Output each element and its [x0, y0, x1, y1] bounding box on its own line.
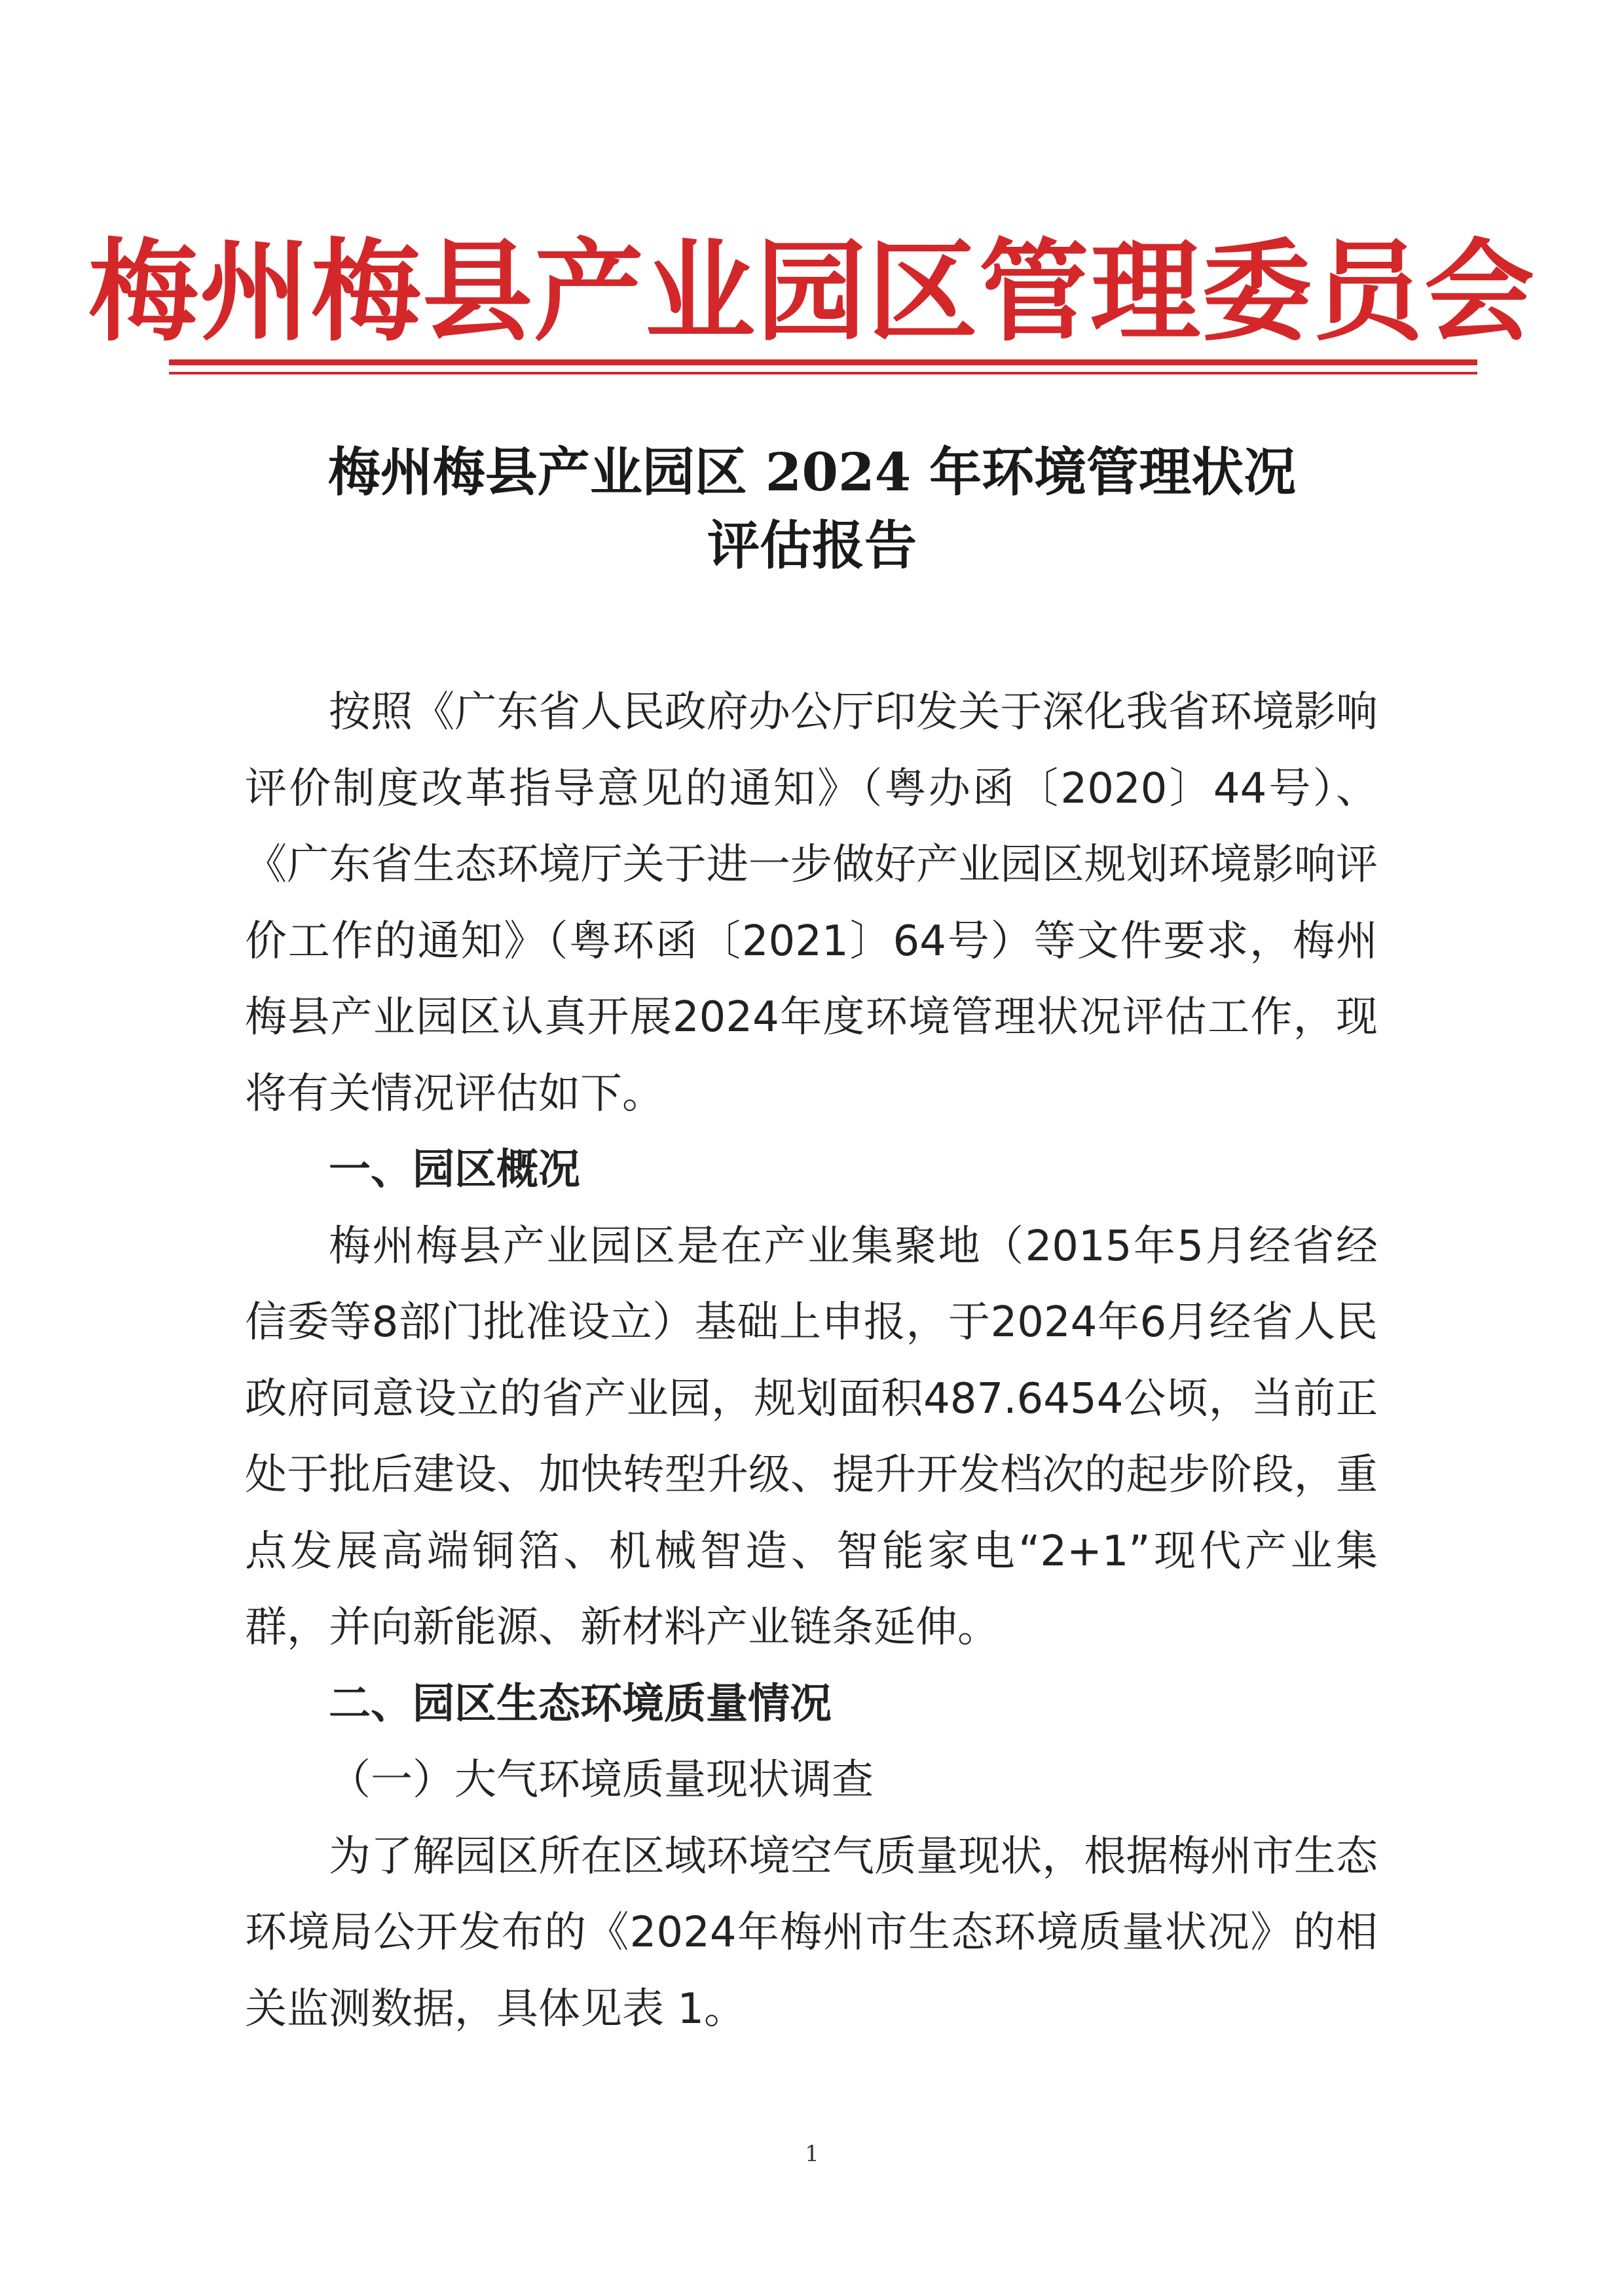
section-2-heading: 二、园区生态环境质量情况: [329, 1679, 832, 1728]
page-number: 1: [805, 2141, 819, 2167]
document-title: [0, 435, 1624, 582]
section-1-heading: 一、园区概况: [329, 1146, 580, 1194]
header-rule-thick: [169, 359, 1477, 365]
section-2-paragraph: 为了解园区所在区域环境空气质量现状，根据梅州市生态环境局公开发布的《2024年梅州市生态环境质量状况》的相关监测数据，具体见表 1。: [245, 1832, 1378, 2033]
document-body: [245, 674, 1378, 2047]
title-line-1: 梅州梅县产业园区 2024 年环境管理状况: [327, 441, 1297, 503]
section-1-paragraph: 梅州梅县产业园区是在产业集聚地（2015年5月经省经信委等8部门批准设立）基础上申报，于2024年6月经省人民政府同意设立的省产业园，规划面积487.6454公顷，当前正处于批后建设、加快转型升级、提升开发档次的起步阶段，重点发展高端铜箔、机械智造、智能家电“2+1”现代产业集群，并向新能源、新材料产业链条延伸。: [245, 1222, 1378, 1652]
section-2-subheading-1: （一）大气环境质量现状调查: [329, 1756, 874, 1804]
organization-header: 梅州梅县产业园区管理委员会: [88, 227, 1536, 356]
intro-paragraph: 按照《广东省人民政府办公厅印发关于深化我省环境影响评价制度改革指导意见的通知》（粤办函〔2020〕44号）、《广东省生态环境厅关于进一步做好产业园区规划环境影响评价工作的通知》（粤环函〔2021〕64号）等文件要求，梅州梅县产业园区认真开展2024年度环境管理状况评估工作，现将有关情况评估如下。: [245, 688, 1378, 1118]
title-line-2: 评估报告: [707, 515, 917, 576]
header-rule-thin: [169, 372, 1477, 374]
